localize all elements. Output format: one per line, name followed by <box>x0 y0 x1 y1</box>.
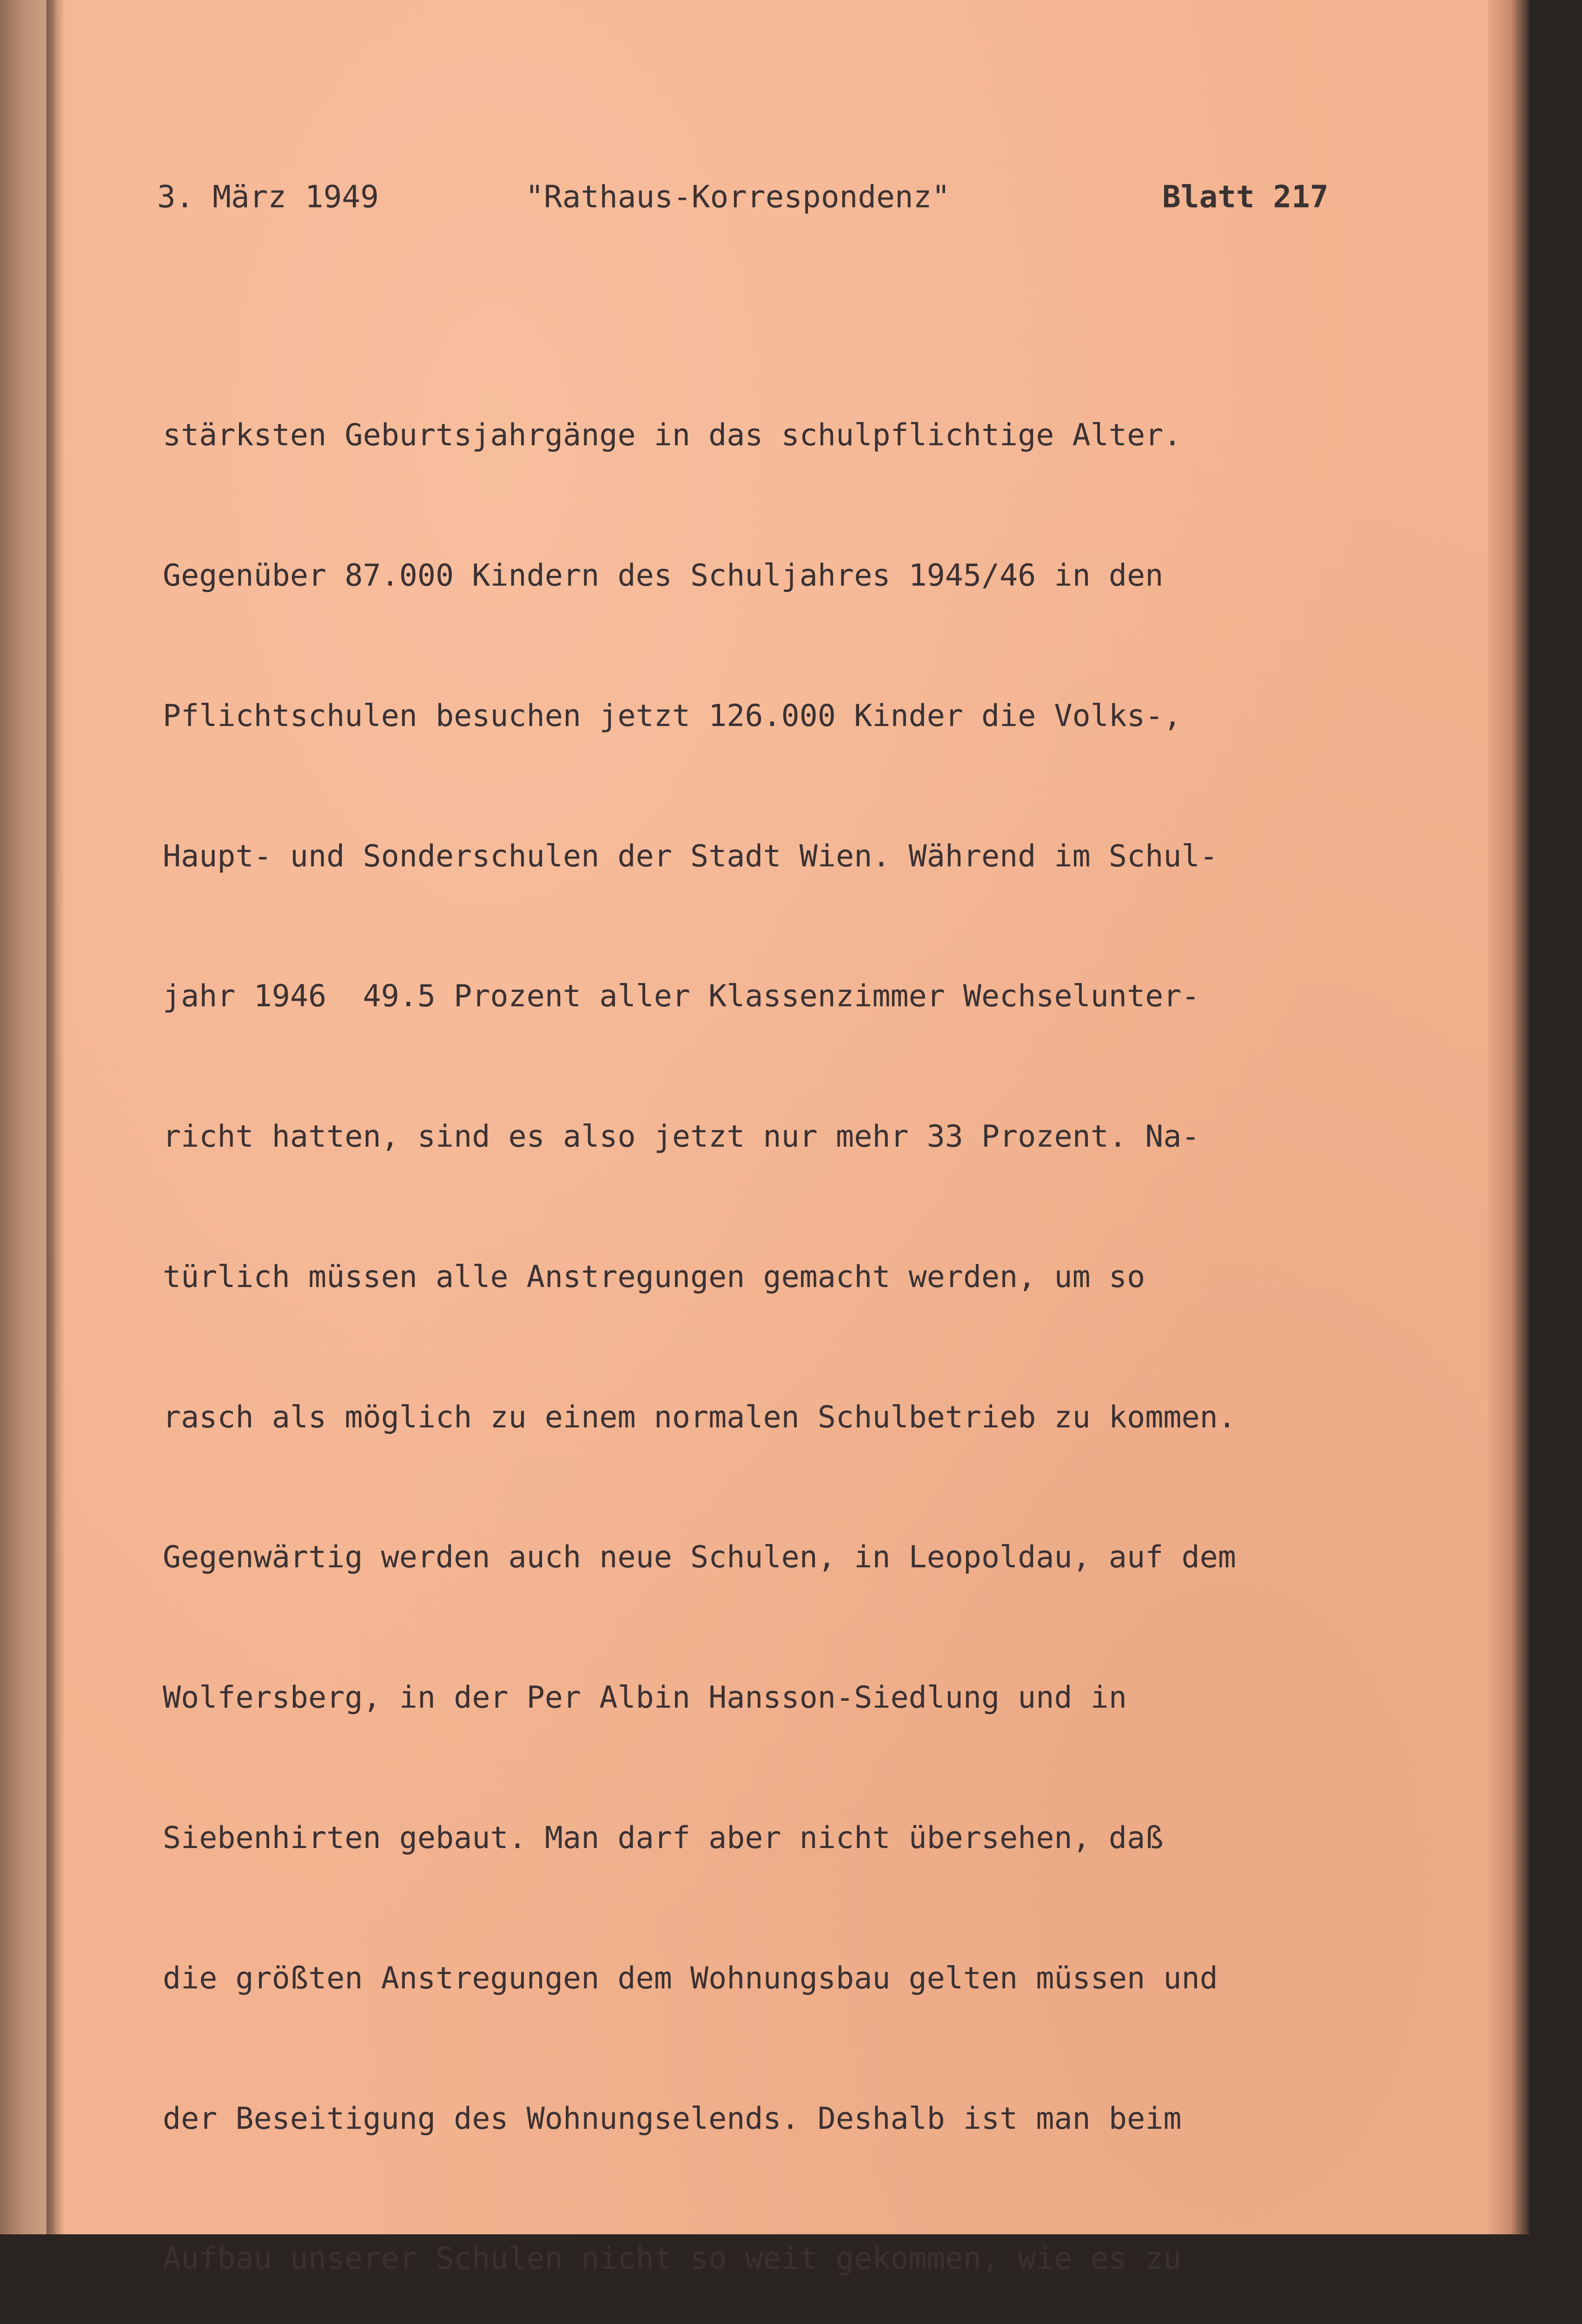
text-line: Siebenhirten gebaut. Man darf aber nicht übersehen, daß <box>163 1821 1164 1855</box>
text-line: rasch als möglich zu einem normalen Schulbetrieb zu kommen. <box>163 1400 1236 1435</box>
text-line: richt hatten, sind es also jetzt nur mehr 33 Prozent. Na- <box>163 1119 1200 1155</box>
text-line: Gegenüber 87.000 Kindern des Schuljahres 1945/46 in den <box>163 558 1164 593</box>
text-line: der Beseitigung des Wohnungselends. Deshalb ist man beim <box>163 2101 1182 2136</box>
header-date: 3. März 1949 <box>157 179 379 215</box>
text-line: Haupt- und Sonderschulen der Stadt Wien. Während im Schul- <box>163 838 1218 874</box>
binding-shadow <box>46 0 65 2234</box>
text-line: stärksten Geburtsjahrgänge in das schulpflichtige Alter. <box>163 418 1182 453</box>
body-text <box>163 319 1381 2324</box>
text-line: Pflichtschulen besuchen jetzt 126.000 Kinder die Volks-, <box>163 698 1182 733</box>
page-header <box>0 179 1582 221</box>
header-publication: "Rathaus-Korrespondenz" <box>525 179 950 215</box>
text-line: Wolfersberg, in der Per Albin Hansson-Siedlung und in <box>163 1680 1127 1716</box>
page-right-edge <box>1488 0 1529 2234</box>
text-line: Aufbau unserer Schulen nicht so weit gekommen, wie es zu <box>163 2241 1182 2277</box>
text-line: die größten Anstregungen dem Wohnungsbau gelten müssen und <box>163 1961 1218 1996</box>
text-line: Gegenwärtig werden auch neue Schulen, in Leopoldau, auf dem <box>163 1540 1236 1575</box>
header-sheet-number: Blatt 217 <box>1162 179 1329 215</box>
text-line: jahr 1946 49.5 Prozent aller Klassenzimmer Wechselunter- <box>163 979 1200 1014</box>
text-line: türlich müssen alle Anstregungen gemacht werden, um so <box>163 1259 1145 1294</box>
